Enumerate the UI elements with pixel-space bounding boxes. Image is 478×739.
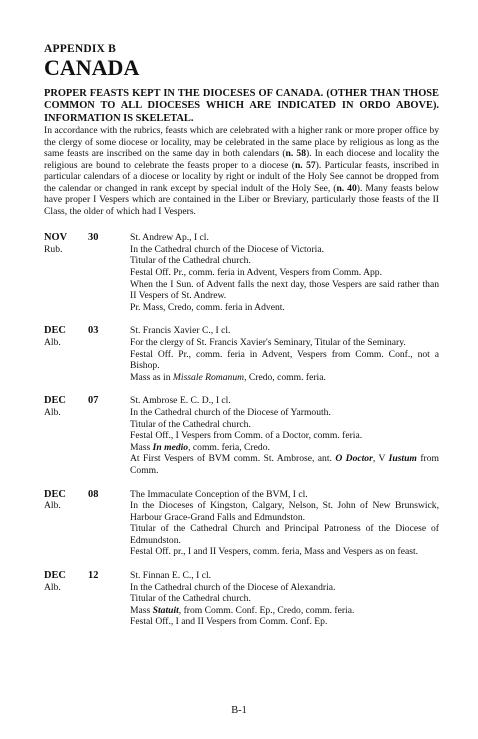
feast-line: In the Cathedral church of the Diocese of Victoria.	[130, 243, 324, 255]
feast-day: 03	[88, 325, 99, 337]
mass-incipit: In medio	[152, 441, 189, 453]
feast-line: In the Cathedral church of the Diocese of Yarmouth.	[130, 406, 331, 418]
feast-line: The Immaculate Conception of the BVM, I cl.	[130, 488, 308, 500]
mass-incipit: Statuit	[152, 604, 179, 616]
feast-month: DEC	[44, 395, 66, 407]
feast-line: Titular of the Cathedral Church and Principal Patroness of the Diocese of Edmundston.	[130, 523, 439, 546]
feast-details	[130, 325, 439, 383]
feast-line: When the I Sun. of Advent falls the next day, those Vespers are said rather than II Vespers of St. Andrew.	[130, 278, 439, 302]
mass-line: Mass In medio, comm. feria, Credo.	[130, 441, 270, 453]
feast-line: St. Finnan E. C., I cl.	[130, 570, 212, 582]
feast-line: Titular of the Cathedral church.	[130, 255, 251, 267]
liturgical-color: Alb.	[44, 336, 61, 348]
feast-line: Festal Off., I and II Vespers from Comm. Conf. Ep.	[130, 616, 328, 628]
feast-line: Titular of the Cathedral church.	[130, 418, 251, 430]
feast-day: 08	[88, 488, 99, 500]
feast-date	[44, 232, 130, 313]
section-heading: PROPER FEASTS KEPT IN THE DIOCESES OF CANADA. (OTHER THAN THOSE COMMON TO ALL DIOCESES WHICH ARE INDICATED IN ORDO ABOVE). INFORMATION IS SKELETAL.	[44, 88, 439, 124]
feast-line: Festal Off., I Vespers from Comm. of a Doctor, comm. feria.	[130, 430, 363, 442]
page-number: B-1	[231, 705, 247, 716]
feast-day: 30	[88, 232, 99, 244]
feast-day: 07	[88, 395, 99, 407]
feast-details	[130, 570, 439, 628]
feast-month: DEC	[44, 325, 66, 337]
feast-line: Festal Off. pr., I and II Vespers, comm. feria, Mass and Vespers as on feast.	[130, 546, 419, 558]
feast-line: St. Ambrose E. C. D., I cl.	[130, 395, 231, 407]
rubric-ref: n. 40	[336, 182, 357, 194]
document-page	[44, 43, 439, 628]
feast-details	[130, 395, 439, 476]
vespers-line: At First Vespers of BVM comm. St. Ambrose, ant. O Doctor, V Iustum from Comm.	[130, 453, 439, 476]
feast-date	[44, 489, 130, 559]
feast-line: Festal Off. Pr., comm. feria in Advent, Vespers from Comm. Conf., not a Bishop.	[130, 348, 439, 372]
feast-date	[44, 570, 130, 628]
page-title: CANADA	[44, 55, 140, 80]
feast-date	[44, 325, 130, 383]
feast-month: DEC	[44, 488, 66, 500]
feast-line: Pr. Mass, Credo, comm. feria in Advent.	[130, 301, 285, 313]
feast-line: Titular of the Cathedral church.	[130, 593, 251, 605]
feast-entry	[44, 395, 439, 476]
feast-month: NOV	[44, 232, 68, 244]
feast-details	[130, 232, 439, 313]
appendix-label: APPENDIX B	[44, 43, 116, 55]
feast-entry	[44, 489, 439, 559]
liturgical-color: Alb.	[44, 581, 61, 593]
feast-details	[130, 489, 439, 559]
feast-day: 12	[88, 570, 99, 582]
feast-line: For the clergy of St. Francis Xavier's Seminary, Titular of the Seminary.	[130, 336, 406, 348]
mass-line: Mass as in Missale Romanum, Credo, comm. feria.	[130, 371, 326, 383]
feast-entry	[44, 570, 439, 628]
rubric-ref: n. 57	[294, 159, 316, 171]
feast-entry	[44, 325, 439, 383]
antiphon-incipit: O Doctor	[335, 453, 373, 465]
liturgical-color: Alb.	[44, 406, 61, 418]
feast-line: Festal Off. Pr., comm. feria in Advent, Vespers from Comm. App.	[130, 267, 382, 278]
feast-month: DEC	[44, 570, 66, 582]
versicle-incipit: Iustum	[388, 453, 417, 465]
feast-line: In the Dioceses of Kingston, Calgary, Nelson, St. John of New Brunswick, Harbour Grace-Grand Falls and Edmundston.	[130, 500, 439, 523]
feast-line: St. Andrew Ap., I cl.	[130, 232, 209, 244]
liturgical-color: Alb.	[44, 500, 61, 512]
missal-title: Missale Romanum	[172, 371, 245, 383]
intro-paragraph: In accordance with the rubrics, feasts which are celebrated with a higher rank or more proper office by the clergy of some diocese or locality, may be celebrated in the same place by religious as long as the same feasts are inscribed on the same day in both calendars (n. 58). In each diocese and locality the religious are bound to celebrate the feasts proper to a diocese (n. 57). Particular feasts, inscribed in particular calendars of a diocese or locality by right or indult of the Holy See cannot be dropped from the calendar or changed in rank except by special indult of the Holy See, (n. 40). Many feasts below have proper I Vespers which are contained in the Liber or Breviary, particularly those feasts of the II Class, the older of which had I Vespers.	[44, 125, 439, 217]
feast-line: In the Cathedral church of the Diocese of Alexandria.	[130, 581, 336, 593]
liturgical-color: Rub.	[44, 243, 63, 255]
feast-date	[44, 395, 130, 476]
rubric-ref: n. 58	[285, 148, 306, 160]
mass-line: Mass Statuit, from Comm. Conf. Ep., Credo, comm. feria.	[130, 604, 355, 616]
feast-entry	[44, 232, 439, 313]
feast-line: St. Francis Xavier C., I cl.	[130, 325, 231, 337]
